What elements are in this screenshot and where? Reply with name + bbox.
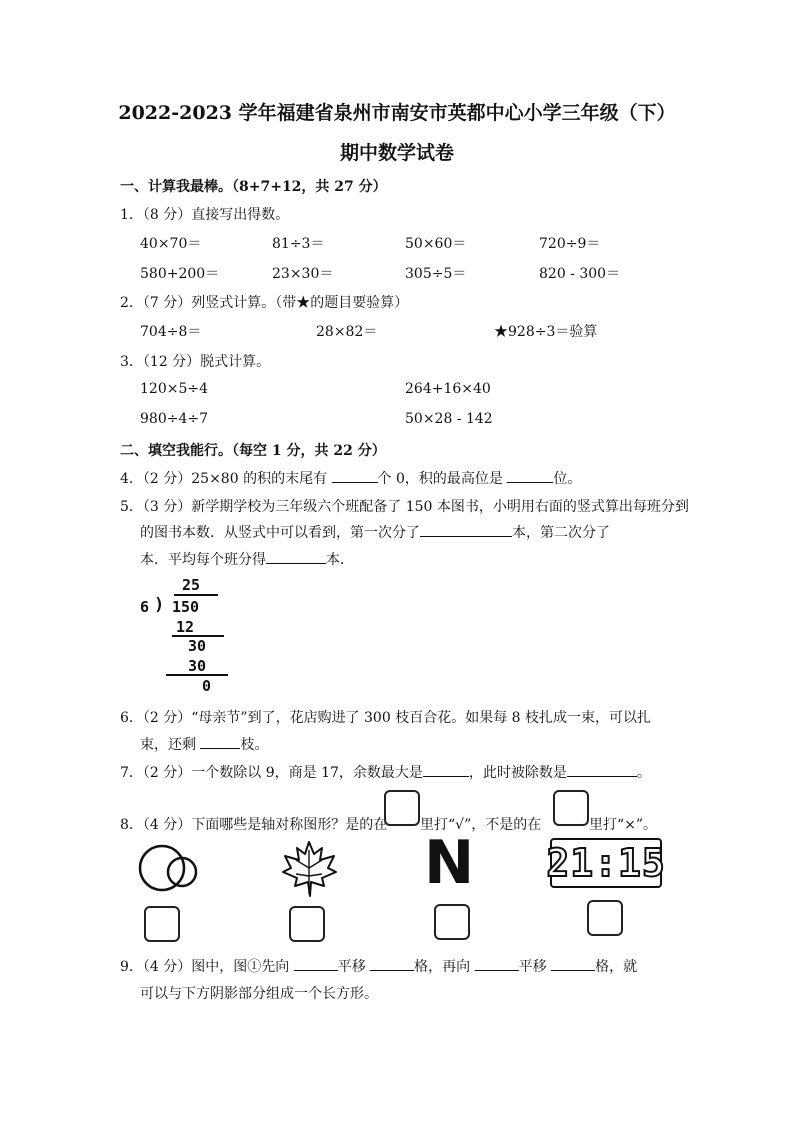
q2-item: ★928÷3＝验算	[494, 324, 598, 340]
answer-blank[interactable]	[551, 956, 595, 971]
division-step: 12	[176, 618, 195, 636]
division-bar	[174, 594, 218, 596]
q5-line1: 5．（3 分）新学期学校为三年级六个班配备了 150 本图书，小明用右面的竖式算出每班分到	[120, 499, 689, 515]
division-quotient: 25	[182, 576, 201, 594]
answer-blank[interactable]	[332, 468, 378, 483]
answer-blank[interactable]	[370, 956, 414, 971]
q6-line2: 束，还剩 枝。	[140, 734, 268, 754]
q1-item: 720÷9＝	[539, 236, 601, 252]
answer-blank[interactable]	[420, 522, 512, 537]
answer-checkbox[interactable]	[144, 906, 180, 942]
q8-text3: 里打“×”。	[589, 817, 658, 833]
digital-time-text: 21:15	[546, 841, 666, 885]
q6-line1: 6．（2 分）“母亲节”到了，花店购进了 300 枝百合花。如果每 8 枝扎成一束，可以扎	[120, 710, 652, 726]
q5-line2: 的图书本数．从竖式中可以看到，第一次分了 本，第二次分了	[140, 522, 610, 542]
answer-blank[interactable]	[567, 762, 637, 777]
answer-checkbox[interactable]	[434, 904, 470, 940]
page-subtitle: 期中数学试卷	[339, 142, 454, 164]
q4-text: 4．（2 分）25×80 的积的末尾有	[120, 471, 328, 487]
q7: 7．（2 分）一个数除以 9，商是 17，余数最大是 ，此时被除数是 。	[120, 762, 651, 782]
answer-checkbox[interactable]	[587, 900, 623, 936]
q2-item: 28×82＝	[316, 324, 378, 340]
answer-blank[interactable]	[294, 956, 338, 971]
q1-item: 81÷3＝	[272, 236, 325, 252]
answer-blank[interactable]	[507, 468, 553, 483]
circles-icon	[136, 842, 206, 894]
q1-item: 50×60＝	[405, 236, 467, 252]
digital-time-figure	[546, 838, 666, 888]
q3-item: 264+16×40	[405, 381, 491, 397]
division-step: 30	[188, 657, 207, 675]
q3-stem: 3．（12 分）脱式计算。	[120, 354, 271, 370]
q4-text: 个 0，积的最高位是	[377, 471, 503, 487]
answer-blank[interactable]	[266, 549, 326, 564]
q2-stem: 2．（7 分）列竖式计算。（带★的题目要验算）	[120, 295, 409, 311]
q3-item: 120×5÷4	[140, 381, 208, 397]
q1-item: 40×70＝	[140, 236, 202, 252]
example-checkbox	[553, 790, 589, 826]
division-bracket: )	[154, 595, 165, 615]
q1-item: 580+200＝	[140, 266, 220, 282]
section2-heading: 二、填空我能行。（每空 1 分，共 22 分）	[120, 443, 386, 459]
letter-n-figure: N	[424, 828, 475, 898]
division-divisor: 6	[140, 598, 150, 616]
q9-line1: 9．（4 分）图中，图①先向 平移 格，再向 平移 格，就	[120, 956, 637, 976]
answer-blank[interactable]	[200, 734, 240, 749]
q8-text2: 里打“√”，不是的在	[420, 817, 542, 833]
q3-item: 50×28 - 142	[405, 411, 493, 427]
q1-item: 23×30＝	[272, 266, 334, 282]
q9-line2: 可以与下方阴影部分组成一个长方形。	[140, 986, 378, 1002]
answer-blank[interactable]	[475, 956, 519, 971]
q1-item: 305÷5＝	[405, 266, 467, 282]
page-title: 2022-2023 学年福建省泉州市南安市英都中心小学三年级（下）	[118, 102, 676, 124]
division-remainder: 0	[202, 677, 212, 695]
q3-item: 980÷4÷7	[140, 411, 208, 427]
long-division-figure	[138, 574, 238, 698]
q8-text1: 8．（4 分）下面哪些是轴对称图形？是的在	[120, 817, 388, 833]
q4-text: 位。	[553, 471, 582, 487]
section1-heading: 一、计算我最棒。（8+7+12，共 27 分）	[120, 179, 387, 195]
q5-line3: 本．平均每个班分得 本．	[140, 549, 354, 569]
example-checkbox	[384, 790, 420, 826]
q1-stem: 1．（8 分）直接写出得数。	[120, 207, 290, 223]
division-step: 30	[188, 637, 207, 655]
answer-checkbox[interactable]	[289, 906, 325, 942]
q4	[120, 468, 581, 488]
q1-item: 820 - 300＝	[539, 266, 621, 282]
q2-item: 704÷8＝	[140, 324, 202, 340]
division-dividend: 150	[172, 598, 200, 616]
maple-leaf-icon	[278, 838, 340, 900]
answer-blank[interactable]	[423, 762, 469, 777]
division-line	[166, 674, 228, 676]
